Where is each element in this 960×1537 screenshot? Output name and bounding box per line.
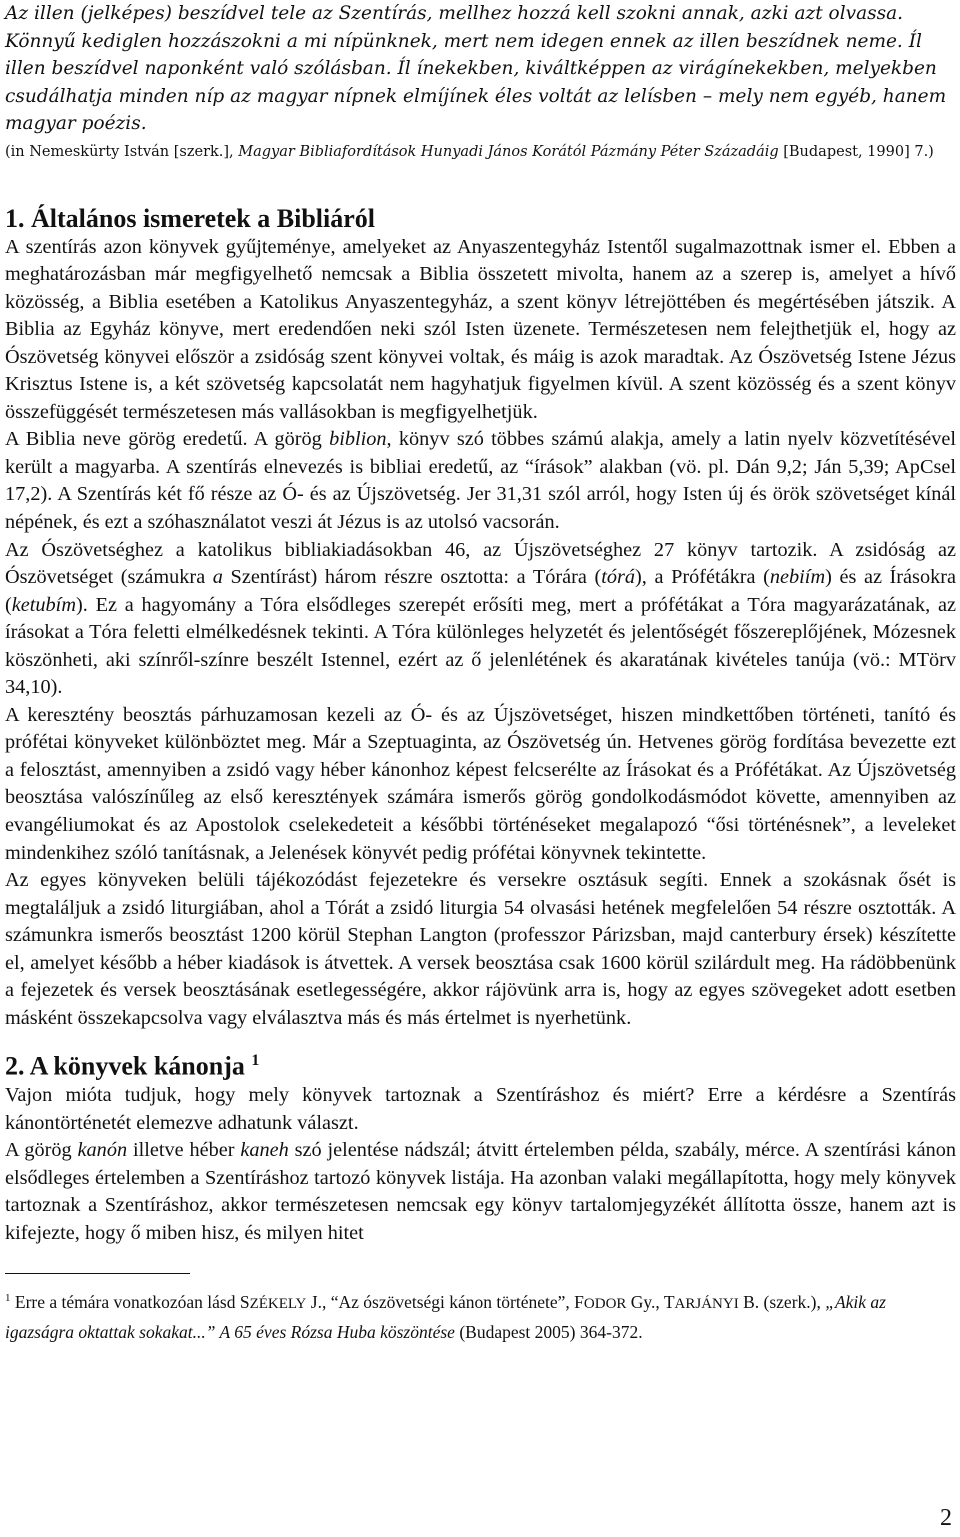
citation-title: Magyar Bibliafordítások Hunyadi János Korától Pázmány Péter Századáig — [238, 143, 779, 160]
page-number: 2 — [940, 1505, 952, 1531]
footnote-number: 1 — [5, 1292, 11, 1305]
footnote-separator — [5, 1273, 190, 1274]
page-content — [5, 0, 956, 1346]
footnote-1: $^1$ Erre a témára vonatkozóan lásd SZÉKELY J., “Az ószövetségi kánon története”, FODOR Gy., TARJÁNYI B. (szerk.), „Akik az igazságra oktattak sokakat...” A 65 éves Rózsa Huba köszöntése (Budapest 2005) 364-372. — [5, 1292, 886, 1343]
section1-paragraph-3: Az Ószövetséghez a katolikus bibliakiadásokban 46, az Újszövetséghez 27 könyv tartozik. A zsidóság az Ószövetséget (számukra a Szentírást) három részre osztotta: a Tórára (tórá), a Prófétákra (nebiím) és az Írásokra (ketubím). Ez a hagyomány a Tóra elsődleges szerepét erősíti meg, mert a prófétákat a Tóra magyarázatának, az írásokat a Tóra feletti elmélkedésnek tekinti. A Tóra különleges helyzetét és jelentőségét főszereplőjének, Mózesnek köszönheti, aki színről-színre beszélt Istennel, ezért az ő jelenlétének és akaratának kivételes tanúja (vö.: MTörv 34,10). — [5, 538, 956, 699]
section2-paragraph-1: Vajon mióta tudjuk, hogy mely könyvek tartoznak a Szentíráshoz és miért? Erre a kérdésre a Szentírás kánontörténetét elemezve adhatunk választ. — [5, 1084, 956, 1134]
section1-paragraph-2: A Biblia neve görög eredetű. A görög biblion, könyv szó többes számú alakja, amely a latin nyelv közvetítésével került a magyarba. A szentírás elnevezés is bibliai eredetű, az “írások” alakban (vö. pl. Dán 9,2; Ján 5,39; ApCsel 17,2). A Szentírás két fő része az Ó- és az Újszövetség. Jer 31,31 szól arról, hogy Isten új és örök szövetséget kínál népének, és ezt a szóhasználatot veszi át Jézus is az utolsó vacsorán. — [5, 428, 956, 533]
citation-prefix: (in Nemeskürty István [szerk.], — [5, 143, 239, 160]
citation-suffix: [Budapest, 1990] 7.) — [778, 143, 934, 160]
term-ketubim: ketubím — [11, 593, 76, 616]
epigraph-quote: Az illen (jelképes) beszídvel tele az Szentírás, mellhez hozzá kell szokni annak, azki azt olvassa. Könnyű kediglen hozzászokni a mi nípünknek, mert nem idegen ennek az illen beszídnek neme. Íl illen beszídvel naponként való szólásban. Íl ínekekben, kiváltképpen az virágínekekben, melyekben csudálhatja minden níp az magyar nípnek elmíjínek éles voltát az lelísben – mely nem egyéb, hanem magyar poézis. — [5, 3, 947, 134]
section2-paragraph-2: A görög kanón illetve héber kaneh szó jelentése nádszál; átvitt értelemben példa, szabály, mérce. A szentírási kánon elsődleges értelemben a Szentíráshoz tartozó könyvek listája. Ha azonban valaki megállapította, hogy mely könyvek tartoznak a Szentíráshoz, akkor természetesen nemcsak egy könyv tartalomjegyzékét állította össze, hanem azt is kifejezte, hogy ő miben hisz, és milyen hitet — [5, 1139, 957, 1244]
term-kaneh: kaneh — [240, 1139, 289, 1162]
footnote-book-title: „Akik az igazságra oktattak sokakat...” A 65 éves Rózsa Huba köszöntése — [5, 1292, 886, 1343]
term-biblion: biblion — [329, 428, 387, 451]
section-heading-1: 1. Általános ismeretek a Bibliáról — [5, 203, 376, 233]
epigraph-citation — [5, 142, 956, 162]
section1-paragraph-1: A szentírás azon könyvek gyűjteménye, amelyeket az Anyaszentegyház Istentől sugalmazottnak ismer el. Ebben a meghatározásban már megfigyelhető nemcsak a Biblia összetett mivolta, hanem az a szerep is, amelyet a hívő közösség, a Biblia esetében a Katolikus Anyaszentegyház, a szent könyv létrejöttében és megértésében játszik. A Biblia az Egyház könyve, mert eredendően neki szól Isten üzenete. Természetesen nem felejthetjük el, hogy az Ószövetség könyvei először a zsidóság szent könyvei voltak, és máig is azok maradtak. Az Ószövetség Istene Jézus Krisztus Istene is, a két szövetség kapcsolatát nem hagyhatjuk figyelmen kívül. A szent közösség és a szent könyv összefüggését természetesen más vallásokban is megfigyelhetjük. — [5, 235, 956, 423]
section-heading-2: 2. A könyvek kánonja $^1$ — [5, 1052, 260, 1082]
term-tora: tórá — [601, 566, 636, 589]
term-nebiim: nebiím — [769, 566, 826, 589]
section1-paragraph-5: Az egyes könyveken belüli tájékozódást fejezetekre és versekre osztásuk segíti. Ennek a szokásnak ősét is megtaláljuk a zsidó liturgiában, ahol a Tórát a zsidó liturgia 54 olvasási hetének megfelelően 54 részre osztották. A számunkra ismerős beosztást 1200 körül Stephan Langton (professzor Párizsban, majd canterbury érsek) készítette el, amelyet később a héber kiadások is átvettek. A versek beosztása csak 1600 körül szilárdult meg. Ha rádöbbenünk a fejezetek és versek beosztásának esetlegességére, akkor rájövünk arra is, hogy az egyes szövegeket adott esetben másként összekapcsolva vagy elválasztva más és más értelmet is nyerhetünk. — [5, 869, 956, 1029]
footnote-reference: 1 — [251, 1052, 260, 1070]
term-kanon: kanón — [77, 1139, 128, 1162]
term-a: a — [212, 566, 223, 589]
section1-paragraph-4: A keresztény beosztás párhuzamosan kezeli az Ó- és az Újszövetséget, hiszen mindkettőben történeti, tanító és prófétai könyveket különböztet meg. Már a Szeptuaginta, az Ószövetség ún. Hetvenes görög fordítása bevezette ezt a felosztást, amennyiben a zsidó vagy héber kánonhoz képest felcserélte az Írásokat és a Prófétákat. Az Újszövetség beosztása valószínűleg az első keresztények számára ismerős görög gondolkodásmódot követte, amennyiben az evangéliumokat és az Apostolok cselekedeteit a későbbi történéseket megalapozó “ősi történésnek”, a leveleket mindenkihez szóló tanításnak, a Jelenések könyvét pedig prófétai könyvnek tekintette. — [5, 703, 956, 864]
